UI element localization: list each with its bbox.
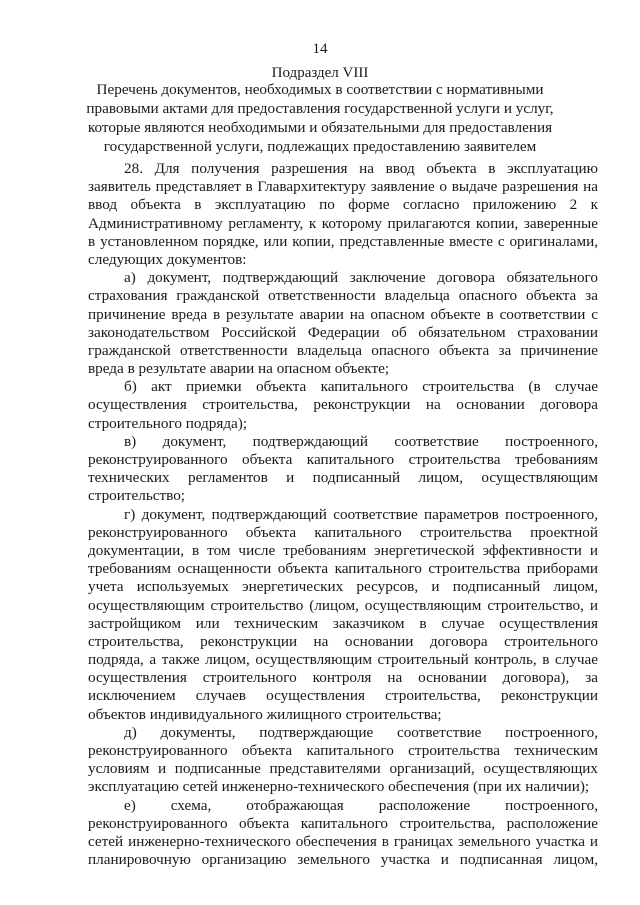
text-line: застройщиком или техническим заказчиком в случае осуществления [88,614,598,632]
text-line: реконструированного объекта капитального строительства, расположение [88,814,598,832]
text-line: исключением случаев осуществления строительства, реконструкции [88,687,598,705]
text-line: реконструированного объекта капитального строительства требованиям [88,451,598,468]
text-line: в) документ, подтверждающий соответствие построенного, [124,432,598,450]
text-line: следующих документов: [88,250,247,268]
page-number: 14 [312,41,328,57]
text-line: строительного подряда); [88,414,248,432]
text-line: планировочную организацию земельного участка и подписанная лицом, [88,851,598,869]
text-line: в установленном порядке, или копии, представленные вместе с оригиналами, [88,232,598,250]
text-line: подряда, а также лицом, осуществляющим строительный контроль, в случае [88,651,598,669]
text-line: учета используемых энергетических ресурсов, и подписанный лицом, [88,578,598,596]
text-line: б) акт приемки объекта капитального строительства (в случае [124,378,598,396]
text-line: д) документы, подтверждающие соответствие построенного, [124,723,598,741]
text-line: заявитель представляет в Главархитектуру заявление о выдаче разрешения на [88,178,598,196]
text-line: Административному регламенту, к которому прилагаются копии, заверенные [88,214,598,232]
heading-line: правовыми актами для предоставления государственной услуги и услуг, [86,100,554,117]
text-line: условиям и подписанные представителями организаций, осуществляющих [88,760,598,778]
heading-line: государственной услуги, подлежащих предоставлению заявителем [103,138,537,155]
text-line: реконструированного объекта капитального строительства проектной [88,523,598,541]
text-line: технических регламентов и подписанный лицом, осуществляющим [88,469,598,487]
text-line: осуществления строительного контроля на основании договора), за [88,669,598,687]
document-body [88,160,598,869]
text-line: сетей инженерно-технического обеспечения в границах земельного участка и [88,832,598,850]
text-line: законодательством Российской Федерации об обязательном страховании [88,323,598,341]
text-line: требованиям оснащенности объекта капитального строительства приборами [88,560,598,578]
text-line: строительства, реконструкции на основании договора строительного [88,632,598,650]
heading-line: Перечень документов, необходимых в соответствии с нормативными [96,81,544,98]
text-line: причинение вреда в результате аварии на опасном объекте в соответствии с [88,305,598,323]
text-line: 28. Для получения разрешения на ввод объекта в эксплуатацию [124,160,598,177]
text-line: вреда в результате аварии на опасном объекте; [88,360,390,378]
text-line: е) схема, отображающая расположение построенного, [124,796,598,814]
text-line: эксплуатацию сетей инженерно-технического обеспечения (при их наличии); [88,778,590,796]
heading-line: которые являются необходимыми и обязательными для предоставления [87,119,553,136]
text-line: страхования гражданской ответственности владельца опасного объекта за [88,287,598,305]
text-line: документации, в том числе требованиям энергетической эффективности и [88,541,598,559]
text-line: гражданской ответственности владельца опасного объекта за причинение [88,341,598,359]
text-line: г) документ, подтверждающий соответствие параметров построенного, [124,505,598,523]
section-title: Подраздел VIII [271,65,369,81]
section-heading [60,80,580,156]
text-line: объектов индивидуального жилищного строительства; [88,705,442,723]
text-line: осуществляющим строительство (лицом, осуществляющим строительство, и [88,596,598,614]
text-line: строительство; [88,487,186,505]
text-line: ввод объекта в эксплуатацию по форме согласно приложению 2 к [88,196,598,214]
text-line: а) документ, подтверждающий заключение договора обязательного [124,269,598,287]
text-line: осуществления строительства, реконструкции на основании договора [88,396,598,414]
text-line: реконструированного объекта капитального строительства техническим [88,742,598,759]
